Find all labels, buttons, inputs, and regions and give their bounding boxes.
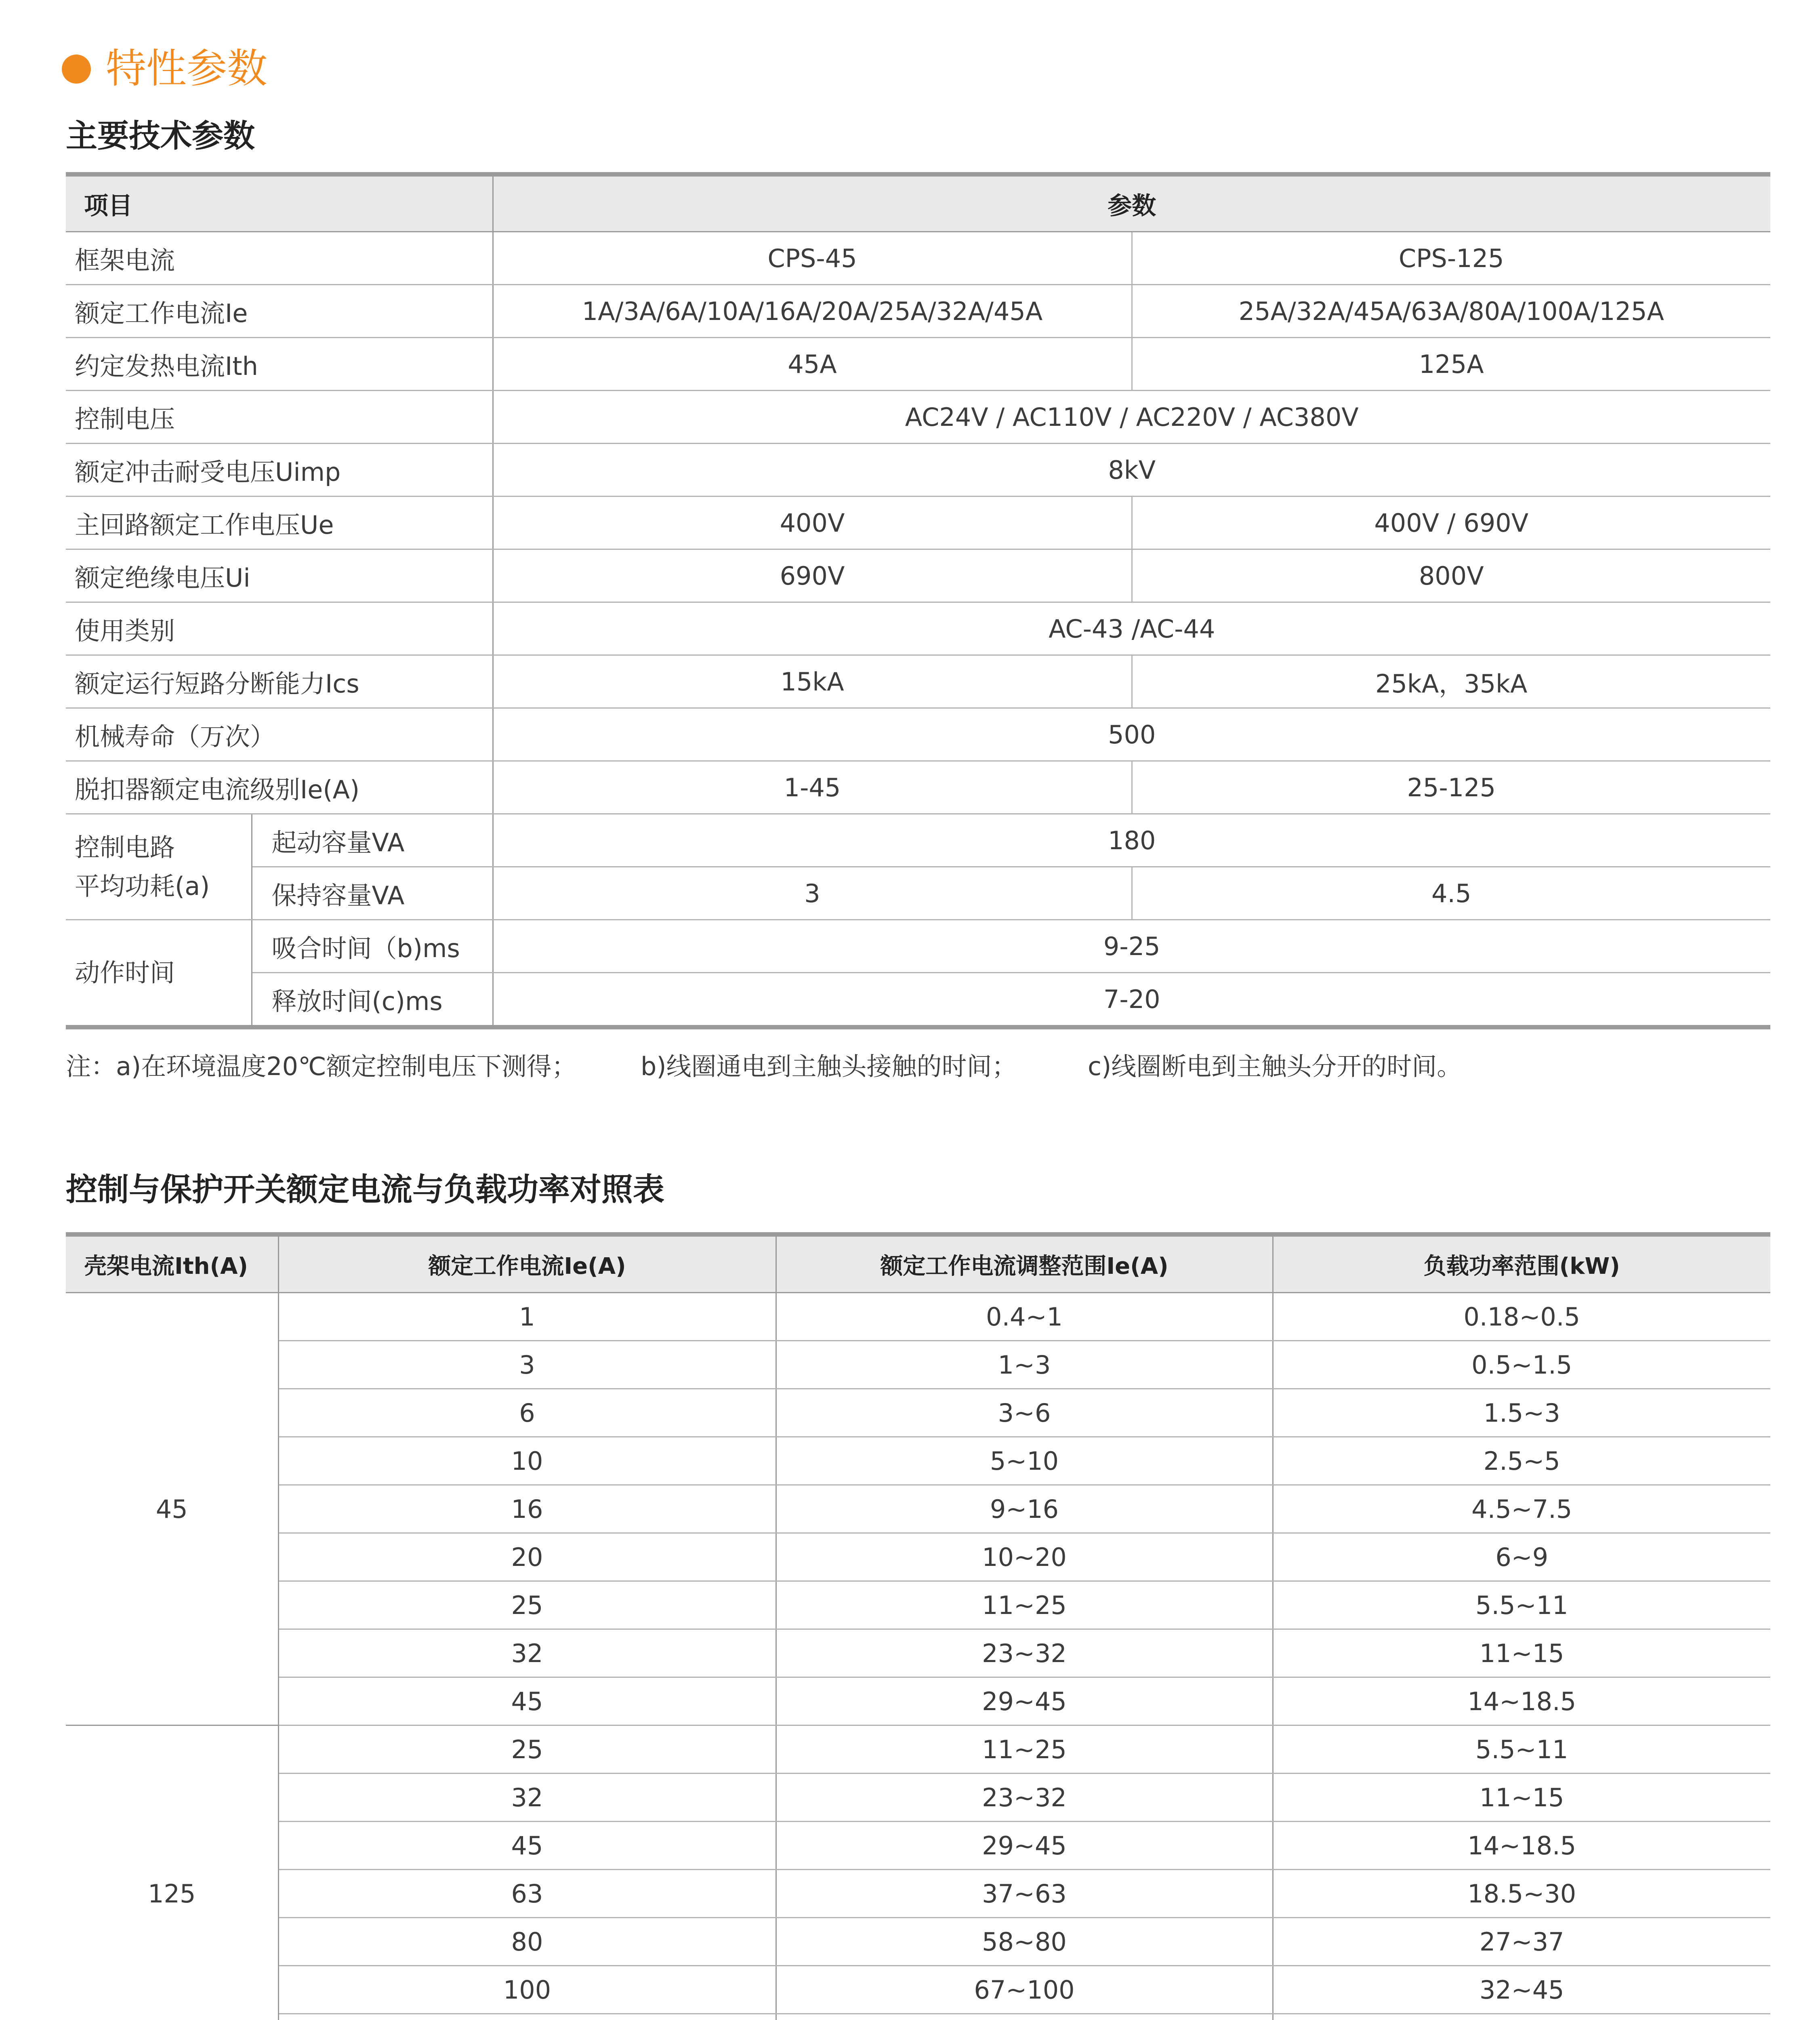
load-power-cell: 11~15 xyxy=(1273,1774,1770,1822)
header-load-power: 负载功率范围(kW) xyxy=(1273,1235,1770,1293)
header-rated-current: 额定工作电流Ie(A) xyxy=(278,1235,776,1293)
row-label: 额定工作电流Ie xyxy=(66,285,493,338)
rated-current-cell: 80 xyxy=(278,1918,776,1966)
adjust-range-cell: 23~32 xyxy=(776,1774,1273,1822)
table-row xyxy=(66,1485,1770,1533)
header-params: 参数 xyxy=(493,175,1770,232)
table-row xyxy=(66,232,1770,285)
table-row xyxy=(66,338,1770,391)
row-label: 使用类别 xyxy=(66,602,493,655)
main-params-table xyxy=(66,172,1770,1029)
row-value-cps125: 25kA，35kA xyxy=(1132,655,1770,708)
section-bullet-icon xyxy=(62,55,91,84)
table-row xyxy=(66,1966,1770,2014)
table-header-row xyxy=(66,1235,1770,1293)
table-row xyxy=(66,1677,1770,1725)
rated-current-cell: 3 xyxy=(278,1341,776,1389)
row-value: 180 xyxy=(493,814,1770,867)
row-label: 约定发热电流Ith xyxy=(66,338,493,391)
frame-current-cell: 45 xyxy=(66,1293,278,1725)
table-row xyxy=(66,1341,1770,1389)
load-power-cell: 18.5~30 xyxy=(1273,1870,1770,1918)
load-power-cell: 4.5~7.5 xyxy=(1273,1485,1770,1533)
adjust-range-cell: 3~6 xyxy=(776,1389,1273,1437)
row-value-cps125: 25-125 xyxy=(1132,761,1770,814)
adjust-range-cell: 58~80 xyxy=(776,1918,1273,1966)
table-row xyxy=(66,708,1770,761)
table-row xyxy=(66,1389,1770,1437)
row-value: 9-25 xyxy=(493,920,1770,973)
adjust-range-cell: 5~10 xyxy=(776,1437,1273,1485)
row-value-cps125: CPS-125 xyxy=(1132,232,1770,285)
table-row xyxy=(66,1533,1770,1581)
footnote-a: 注：a)在环境温度20℃额定控制电压下测得； xyxy=(66,1052,577,1081)
main-params-title: 主要技术参数 xyxy=(66,118,255,154)
row-value-cps125: 125A xyxy=(1132,338,1770,391)
rated-current-cell: 32 xyxy=(278,1774,776,1822)
table-row xyxy=(66,497,1770,549)
load-power-cell xyxy=(1273,2014,1770,2020)
adjust-range-cell: 0.4~1 xyxy=(776,1293,1273,1341)
table-row xyxy=(66,1918,1770,1966)
adjust-range-cell: 10~20 xyxy=(776,1533,1273,1581)
table-row xyxy=(66,1870,1770,1918)
row-label: 释放时间(c)ms xyxy=(252,973,493,1027)
row-value-cps45: 690V xyxy=(493,549,1132,602)
rated-current-cell: 25 xyxy=(278,1581,776,1629)
rated-current-cell: 45 xyxy=(278,1677,776,1725)
adjust-range-cell: 67~100 xyxy=(776,1966,1273,2014)
load-power-cell: 2.5~5 xyxy=(1273,1437,1770,1485)
table-row xyxy=(66,602,1770,655)
row-value: 8kV xyxy=(493,444,1770,497)
footnote-b: b)线圈通电到主触头接触的时间； xyxy=(641,1052,1017,1081)
load-power-cell: 1.5~3 xyxy=(1273,1389,1770,1437)
table-row xyxy=(66,391,1770,444)
footnote-c: c)线圈断电到主触头分开的时间。 xyxy=(1088,1052,1462,1081)
table-row xyxy=(66,285,1770,338)
rated-current-cell: 25 xyxy=(278,1725,776,1774)
row-value: AC-43 /AC-44 xyxy=(493,602,1770,655)
adjust-range-cell: 29~45 xyxy=(776,1677,1273,1725)
rated-current-cell: 63 xyxy=(278,1870,776,1918)
rated-current-cell: 45 xyxy=(278,1822,776,1870)
row-value-cps45: 15kA xyxy=(493,655,1132,708)
row-label: 起动容量VA xyxy=(252,814,493,867)
table-row xyxy=(66,761,1770,814)
load-power-cell: 32~45 xyxy=(1273,1966,1770,2014)
table-row xyxy=(66,2014,1770,2020)
load-power-cell: 11~15 xyxy=(1273,1629,1770,1677)
adjust-range-cell: 11~25 xyxy=(776,1725,1273,1774)
load-power-cell: 5.5~11 xyxy=(1273,1581,1770,1629)
adjust-range-cell: 9~16 xyxy=(776,1485,1273,1533)
table-row xyxy=(66,867,1770,920)
rated-current-cell: 20 xyxy=(278,1533,776,1581)
rated-current-cell: 16 xyxy=(278,1485,776,1533)
adjust-range-cell: 1~3 xyxy=(776,1341,1273,1389)
row-value-cps125: 25A/32A/45A/63A/80A/100A/125A xyxy=(1132,285,1770,338)
table-row xyxy=(66,1774,1770,1822)
load-power-cell: 0.18~0.5 xyxy=(1273,1293,1770,1341)
adjust-range-cell: 37~63 xyxy=(776,1870,1273,1918)
row-value-cps125: 4.5 xyxy=(1132,867,1770,920)
load-power-cell: 27~37 xyxy=(1273,1918,1770,1966)
table-row xyxy=(66,1293,1770,1341)
row-value-cps45: 1A/3A/6A/10A/16A/20A/25A/32A/45A xyxy=(493,285,1132,338)
row-value-cps45: 400V xyxy=(493,497,1132,549)
section-title: 特性参数 xyxy=(106,45,267,92)
row-value: AC24V / AC110V / AC220V / AC380V xyxy=(493,391,1770,444)
table-row xyxy=(66,1581,1770,1629)
table-row xyxy=(66,920,1770,973)
load-power-cell: 6~9 xyxy=(1273,1533,1770,1581)
adjust-range-cell: 23~32 xyxy=(776,1629,1273,1677)
row-label: 控制电压 xyxy=(66,391,493,444)
group-label-line: 控制电路 xyxy=(75,832,175,862)
row-value-cps45: 3 xyxy=(493,867,1132,920)
table-row xyxy=(66,814,1770,867)
table-row xyxy=(66,1822,1770,1870)
row-value: 500 xyxy=(493,708,1770,761)
row-value-cps45: CPS-45 xyxy=(493,232,1132,285)
rating-table xyxy=(66,1232,1770,2020)
row-value-cps125: 800V xyxy=(1132,549,1770,602)
row-label: 脱扣器额定电流级别Ie(A) xyxy=(66,761,493,814)
row-value-cps125: 400V / 690V xyxy=(1132,497,1770,549)
rated-current-cell xyxy=(278,2014,776,2020)
load-power-cell: 14~18.5 xyxy=(1273,1822,1770,1870)
table-row xyxy=(66,1629,1770,1677)
adjust-range-cell: 11~25 xyxy=(776,1581,1273,1629)
rating-table-title: 控制与保护开关额定电流与负载功率对照表 xyxy=(66,1172,665,1208)
row-label: 额定绝缘电压Ui xyxy=(66,549,493,602)
rated-current-cell: 32 xyxy=(278,1629,776,1677)
table-row xyxy=(66,655,1770,708)
row-label: 保持容量VA xyxy=(252,867,493,920)
frame-current-cell: 125 xyxy=(66,1725,278,2020)
header-item: 项目 xyxy=(66,175,493,232)
row-value-cps45: 1-45 xyxy=(493,761,1132,814)
row-label: 框架电流 xyxy=(66,232,493,285)
adjust-range-cell: 29~45 xyxy=(776,1822,1273,1870)
row-label: 机械寿命（万次） xyxy=(66,708,493,761)
rated-current-cell: 10 xyxy=(278,1437,776,1485)
table-row xyxy=(66,1725,1770,1774)
row-value: 7-20 xyxy=(1103,984,1160,1014)
load-power-cell: 5.5~11 xyxy=(1273,1725,1770,1774)
row-value-cps45: 45A xyxy=(493,338,1132,391)
header-frame-current: 壳架电流Ith(A) xyxy=(66,1235,278,1293)
row-label: 吸合时间（b)ms xyxy=(252,920,493,973)
table-row xyxy=(66,1437,1770,1485)
rated-current-cell: 1 xyxy=(278,1293,776,1341)
table-row xyxy=(66,549,1770,602)
load-power-cell: 14~18.5 xyxy=(1273,1677,1770,1725)
adjust-range-cell xyxy=(776,2014,1273,2020)
load-power-cell: 0.5~1.5 xyxy=(1273,1341,1770,1389)
rated-current-cell: 100 xyxy=(278,1966,776,2014)
table-row xyxy=(66,973,1770,1027)
group-label-line: 平均功耗(a) xyxy=(75,871,210,901)
power-group-label xyxy=(66,814,252,920)
header-adjust-range: 额定工作电流调整范围Ie(A) xyxy=(776,1235,1273,1293)
row-label: 主回路额定工作电压Ue xyxy=(66,497,493,549)
action-group-label: 动作时间 xyxy=(66,920,252,1027)
row-label: 额定冲击耐受电压Uimp xyxy=(66,444,493,497)
rated-current-cell: 6 xyxy=(278,1389,776,1437)
row-label: 额定运行短路分断能力Ics xyxy=(66,655,493,708)
table-header-row xyxy=(66,175,1770,232)
table-row xyxy=(66,444,1770,497)
